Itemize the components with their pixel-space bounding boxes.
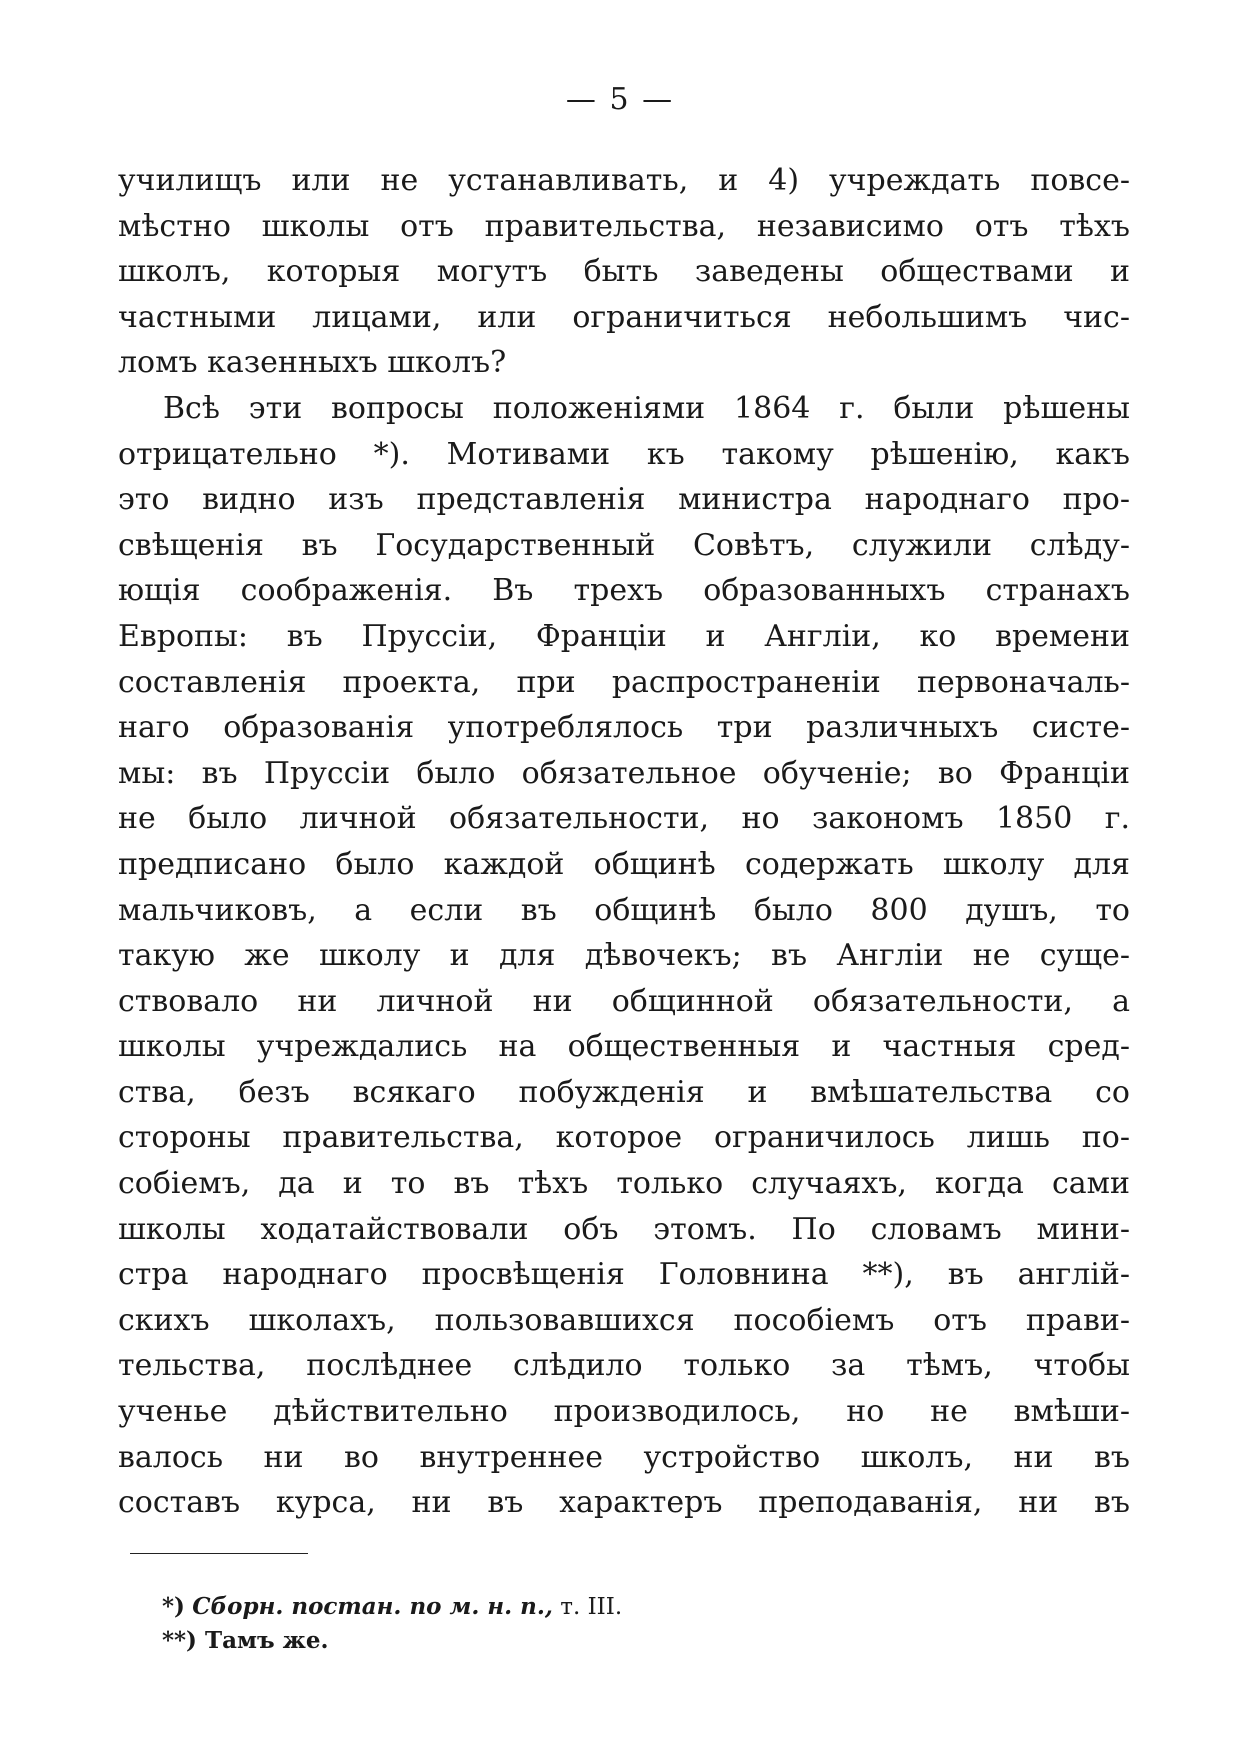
- text-line-12: составленія проекта, при распространеніи первоначаль-: [118, 664, 1130, 700]
- text-line-13: наго образованія употреблялось три различныхъ систе-: [118, 710, 1130, 746]
- text-line-28: ученье дѣйствительно производилось, но не вмѣши-: [118, 1394, 1130, 1430]
- text-line-6: Всѣ эти вопросы положеніями 1864 г. были рѣшены: [163, 390, 1130, 426]
- text-line-17: мальчиковъ, а если въ общинѣ было 800 душъ, то: [118, 892, 1130, 928]
- main-text: [118, 158, 1130, 1526]
- footnote-text: Тамъ же.: [196, 1627, 329, 1654]
- text-line-25: стра народнаго просвѣщенія Головнина **), въ англій-: [118, 1257, 1130, 1293]
- text-line-8: это видно изъ представленія министра народнаго про-: [118, 482, 1130, 518]
- footnote-2: [162, 1624, 1062, 1658]
- footnotes: [162, 1590, 1062, 1658]
- footnote-1: [162, 1590, 1062, 1624]
- text-line-20: школы учреждались на общественныя и частныя сред-: [118, 1029, 1130, 1065]
- footnote-volume: т. III.: [552, 1594, 623, 1620]
- text-line-9: свѣщенія въ Государственный Совѣтъ, служили слѣду-: [118, 527, 1130, 563]
- text-line-11: Европы: въ Пруссіи, Франціи и Англіи, ко времени: [118, 618, 1130, 654]
- text-line-1: училищъ или не устанавливать, и 4) учреждать повсе-: [118, 163, 1130, 198]
- text-line-5: ломъ казенныхъ школъ?: [118, 345, 507, 381]
- page-number: — 5 —: [565, 82, 675, 117]
- text-line-19: ствовало ни личной ни общинной обязательности, а: [118, 983, 1130, 1019]
- text-line-2: мѣстно школы отъ правительства, независимо отъ тѣхъ: [118, 208, 1130, 244]
- text-line-16: предписано было каждой общинѣ содержать школу для: [118, 846, 1130, 882]
- text-line-30: составъ курса, ни въ характеръ преподаванія, ни въ: [118, 1485, 1130, 1521]
- text-line-18: такую же школу и для дѣвочекъ; въ Англіи не суще-: [118, 938, 1130, 974]
- text-line-26: скихъ школахъ, пользовавшихся пособіемъ отъ прави-: [118, 1302, 1130, 1338]
- text-line-21: ства, безъ всякаго побужденія и вмѣшательства со: [118, 1074, 1130, 1110]
- text-line-15: не было личной обязательности, но закономъ 1850 г.: [118, 801, 1130, 837]
- text-line-22: стороны правительства, которое ограничилось лишь по-: [118, 1120, 1130, 1156]
- text-line-10: ющія соображенія. Въ трехъ образованныхъ странахъ: [118, 573, 1130, 609]
- footnote-divider: [130, 1553, 308, 1554]
- footnote-source: Сборн. постан. по м. н. п.,: [192, 1593, 553, 1620]
- text-line-29: валось ни во внутреннее устройство школъ, ни въ: [118, 1439, 1130, 1475]
- text-line-24: школы ходатайствовали объ этомъ. По словамъ мини-: [118, 1211, 1130, 1247]
- text-line-7: отрицательно *). Мотивами къ такому рѣшенію, какъ: [118, 436, 1130, 472]
- footnote-marker: **): [162, 1627, 197, 1654]
- text-line-27: тельства, послѣднее слѣдило только за тѣмъ, чтобы: [118, 1348, 1130, 1384]
- text-line-14: мы: въ Пруссіи было обязательное обученіе; во Франціи: [118, 755, 1130, 791]
- footnote-marker: *): [162, 1593, 185, 1620]
- text-line-3: школъ, которыя могутъ быть заведены обществами и: [118, 254, 1130, 290]
- text-line-4: частными лицами, или ограничиться небольшимъ чис-: [118, 299, 1130, 335]
- text-line-23: собіемъ, да и то въ тѣхъ только случаяхъ, когда сами: [118, 1166, 1130, 1202]
